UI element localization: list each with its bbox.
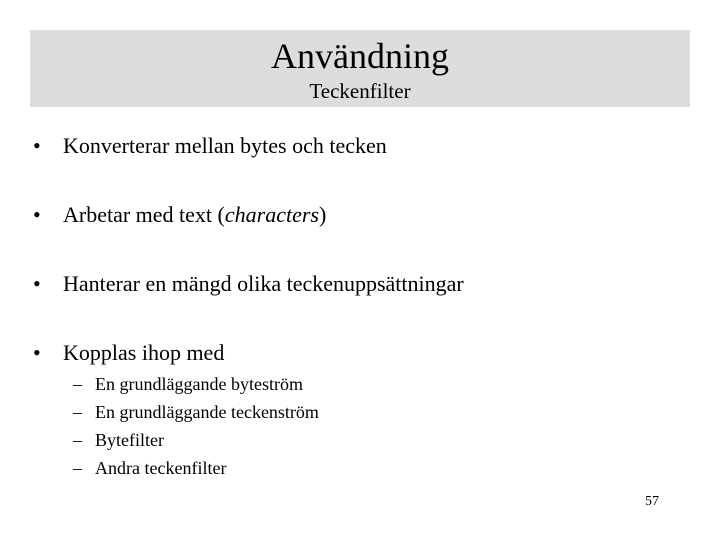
title-banner (30, 30, 690, 107)
sub-bullet-marker: – (73, 458, 82, 478)
bullet-item (33, 133, 387, 159)
bullet-item (33, 271, 464, 297)
bullet-text: Kopplas ihop med (63, 340, 225, 365)
sub-bullet-item (73, 429, 164, 451)
sub-bullet-marker: – (73, 402, 82, 422)
bullet-text-italic: characters (224, 202, 319, 227)
bullet-marker: • (33, 202, 41, 227)
sub-bullet-item (73, 401, 319, 423)
bullet-item (33, 340, 224, 366)
bullet-marker: • (33, 271, 41, 296)
sub-bullet-text: En grundläggande byteström (95, 374, 303, 394)
sub-bullet-marker: – (73, 374, 82, 394)
sub-bullet-item (73, 457, 226, 479)
bullet-marker: • (33, 340, 41, 365)
bullet-text-before: Arbetar med text ( (63, 202, 225, 227)
bullet-marker: • (33, 133, 41, 158)
slide-subtitle: Teckenfilter (309, 79, 411, 103)
sub-bullet-text: En grundläggande teckenström (95, 402, 319, 422)
sub-bullet-text: Bytefilter (95, 430, 164, 450)
sub-bullet-marker: – (73, 430, 82, 450)
bullet-text-after: ) (318, 202, 327, 227)
bullet-text: Hanterar en mängd olika teckenuppsättningar (63, 271, 464, 296)
sub-bullet-item (73, 373, 303, 395)
slide-title: Användning (271, 36, 449, 76)
bullet-item (33, 202, 326, 228)
sub-bullet-text: Andra teckenfilter (95, 458, 227, 478)
page-number: 57 (645, 494, 659, 509)
bullet-text: Konverterar mellan bytes och tecken (63, 133, 387, 158)
